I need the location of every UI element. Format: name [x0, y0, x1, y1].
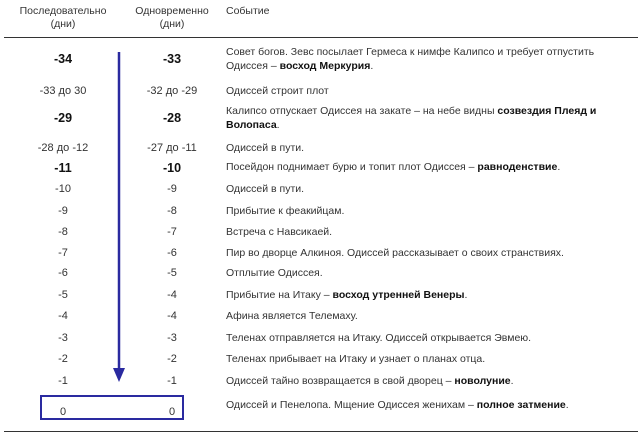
- simultaneous-day: -1: [167, 375, 177, 387]
- simultaneous-day: -4: [167, 289, 177, 301]
- simultaneous-day: -2: [167, 353, 177, 365]
- header-sequential: Последовательно (дни): [19, 5, 107, 30]
- sequential-day: -1: [58, 375, 68, 387]
- simultaneous-day: 0: [168, 406, 176, 418]
- day-zero-highlight: [40, 395, 184, 420]
- simultaneous-day: -8: [167, 205, 177, 217]
- event-text: Теленах прибывает на Итаку и узнает о планах отца.: [226, 353, 486, 365]
- sequential-day: -4: [58, 310, 68, 322]
- event-text: Афина является Телемаху.: [226, 310, 358, 322]
- event-tail: .: [565, 399, 569, 411]
- event-text: Прибытие на Итаку –: [226, 289, 333, 301]
- simultaneous-day: -7: [167, 226, 177, 238]
- event-text: Встреча с Навсикаей.: [226, 226, 333, 238]
- simultaneous-day: -3: [167, 332, 177, 344]
- sequential-day: -34: [53, 52, 73, 66]
- simultaneous-day: -6: [167, 247, 177, 259]
- event-text: Одиссей строит плот: [226, 85, 329, 97]
- simultaneous-day: -27 до -11: [147, 142, 197, 154]
- event-highlight: восход утренней Венеры: [332, 289, 465, 301]
- simultaneous-day: -5: [167, 267, 177, 279]
- sequential-day: -3: [58, 332, 68, 344]
- simultaneous-day: -9: [167, 183, 177, 195]
- sequential-day: -2: [58, 353, 68, 365]
- event-highlight: полное затмение: [476, 399, 566, 411]
- simultaneous-day: -4: [167, 310, 177, 322]
- event-tail: .: [557, 161, 561, 173]
- sequential-day: -10: [55, 183, 71, 195]
- event-text: Одиссей в пути.: [226, 183, 305, 195]
- simultaneous-day: -10: [162, 161, 182, 175]
- event-tail: .: [510, 375, 514, 387]
- event-text: Прибытие к феакийцам.: [226, 205, 345, 217]
- event-tail: .: [370, 60, 374, 72]
- event-text: Совет богов. Зевс посылает Гермеса к нимфе Калипсо и требует отпустить Одиссея –: [226, 46, 595, 72]
- event-highlight: восход Меркурия: [279, 60, 371, 72]
- event-text: Отплытие Одиссея.: [226, 267, 323, 279]
- event-text: Калипсо отпускает Одиссея на закате – на небе видны: [226, 105, 498, 117]
- sequential-day: -5: [58, 289, 68, 301]
- sequential-day: -9: [58, 205, 68, 217]
- sequential-day: -28 до -12: [37, 142, 89, 154]
- sequential-day: -8: [58, 226, 68, 238]
- sequential-day: -33 до 30: [39, 85, 87, 97]
- sequential-day: 0: [59, 406, 67, 418]
- event-text: Одиссей в пути.: [226, 142, 305, 154]
- header-simultaneous: Одновременно (дни): [135, 5, 209, 30]
- event-text: Пир во дворце Алкиноя. Одиссей рассказывает о своих странствиях.: [226, 247, 564, 259]
- event-highlight: равноденствие: [477, 161, 558, 173]
- table-bottom-divider: [4, 431, 638, 432]
- event-highlight: созвездия Плеяд и Волопаса: [226, 105, 597, 131]
- sequential-day: -7: [58, 247, 68, 259]
- event-text: Одиссей тайно возвращается в свой дворец –: [226, 375, 455, 387]
- sequential-day: -6: [58, 267, 68, 279]
- simultaneous-day: -28: [162, 111, 182, 125]
- event-text: Посейдон поднимает бурю и топит плот Одиссея –: [226, 161, 478, 173]
- event-text: Теленах отправляется на Итаку. Одиссей открывается Эвмею.: [226, 332, 532, 344]
- sequential-day: -11: [54, 161, 72, 175]
- event-tail: .: [276, 119, 280, 131]
- event-highlight: новолуние: [454, 375, 511, 387]
- event-tail: .: [464, 289, 468, 301]
- header-event: Событие: [226, 5, 270, 17]
- event-text: Одиссей и Пенелопа. Мщение Одиссея женихам –: [226, 399, 477, 411]
- simultaneous-day: -33: [162, 52, 182, 66]
- sequential-day: -29: [53, 111, 73, 125]
- simultaneous-day: -32 до -29: [146, 85, 198, 97]
